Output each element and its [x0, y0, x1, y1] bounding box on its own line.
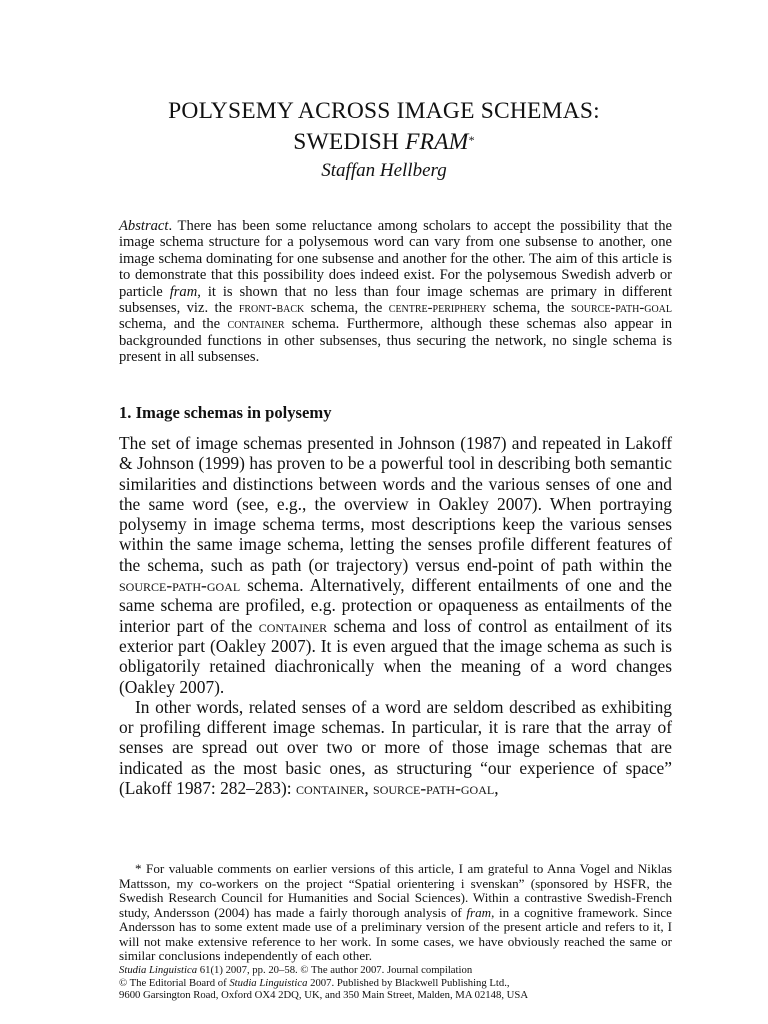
abstract-text: . There has been some reluctance among scholars to accept the possibility that the image schema structure for a polysemous word can vary from one subsense to another, one image schema dominating for one subsense and another for the other. The aim of this article is to demonstrate that this possibility does indeed exist. For the polysemous Swedish adverb or particle — [119, 218, 672, 300]
title-prefix: SWEDISH — [293, 129, 406, 155]
title-line-2 — [0, 127, 768, 158]
imprint-line-2 — [119, 977, 679, 990]
imprint-text: © The Editorial Board of — [119, 976, 230, 989]
section-heading: 1. Image schemas in polysemy — [119, 403, 332, 422]
imprint-line-3: 9600 Garsington Road, Oxford OX4 2DQ, UK, and 350 Main Street, Malden, MA 02148, USA — [119, 989, 529, 1001]
schema-term: container — [258, 615, 328, 636]
abstract-label: Abstract — [119, 218, 169, 234]
footnote-text: For valuable comments on earlier versions of this article, I am grateful to Anna Vogel and Niklas Mattsson, my co-workers on the project “Spatial orientering i svenskan” (sponsored by HSFR, the Swedish Research Council for Humanities and Social Sciences). Within a contrastive Swedish-French study, Andersson (2004) has made a fairly thorough analysis of — [119, 861, 672, 920]
paragraph-text: In other words, related senses of a word are seldom described as exhibiting or profiling different image schemas. In particular, it is rare that the array of senses are spread out over two or more of those image schemas that are indicated as the most basic ones, as structuring “our experience of space” (Lakoff 1987: 282–283): — [119, 696, 672, 799]
footnote-text: , in a cognitive framework. Since Andersson has to some extent made use of a preliminary version of the present article and refers to it, I will not make extensive reference to her work. In some cases, we have obviously reached the same or similar conclusions independently of each other. — [119, 904, 672, 964]
abstract-text: schema, the — [486, 300, 571, 317]
footnote — [119, 862, 672, 964]
title-line-1: POLYSEMY ACROSS IMAGE SCHEMAS: — [168, 98, 600, 124]
title-term-fram: FRAM — [405, 129, 469, 155]
footnote-mark: * — [135, 861, 142, 876]
paragraph-text: schema. Alternatively, different entailments of one and the same schema are profiled, e.g. protection or opaqueness as entailments of the interior part of the — [119, 575, 672, 636]
schema-term: container — [227, 316, 285, 333]
author-name: Staffan Hellberg — [321, 160, 447, 181]
paragraph-text: , — [364, 778, 374, 799]
abstract-term: fram — [169, 283, 198, 300]
imprint-text: 2007. Published by Blackwell Publishing Ltd., — [307, 976, 510, 989]
publication-imprint — [119, 964, 679, 1002]
abstract-text: , it is shown that no less than four image schemas are primary in different subsenses, viz. the — [119, 283, 673, 317]
paragraph-text: The set of image schemas presented in Johnson (1987) and repeated in Lakoff & Johnson (1999) has proven to be a powerful tool in describing both semantic similarities and distinctions between words and the various senses of one and the same word (see, e.g., the overview in Oakley 2007). When portraying polysemy in image schema terms, most descriptions keep the various senses within the same image schema, letting the senses profile different features of the schema, such as path (or trajectory) versus end-point of path within the — [119, 433, 672, 575]
abstract-text: schema. Furthermore, although these schemas also appear in backgrounded functions in other subsenses, thus securing the network, no single schema is present in all subsenses. — [119, 316, 672, 366]
imprint-line-1 — [119, 964, 679, 977]
paragraph-1 — [119, 433, 672, 697]
abstract-text: schema, the — [304, 300, 389, 317]
schema-term: centre-periphery — [388, 300, 487, 317]
schema-term: container — [295, 778, 365, 799]
title-footnote-mark: * — [468, 133, 475, 147]
footnote-term: fram — [466, 904, 492, 920]
schema-term: source-path-goal — [570, 300, 673, 317]
paragraph-text: , — [494, 778, 499, 799]
journal-name: Studia Linguistica — [229, 976, 308, 989]
paragraph-text: schema and loss of control as entailment of its exterior part (Oakley 2007). It is even argued that the image schema as such is obligatorily retained diachronically when the meaning of a word changes (Oakley 2007). — [119, 615, 672, 697]
article-title — [0, 96, 768, 158]
schema-term: front-back — [238, 300, 305, 317]
schema-term: source-path-goal — [119, 575, 241, 596]
abstract-text: schema, and the — [119, 316, 228, 333]
paragraph-2 — [119, 697, 672, 798]
section-body — [119, 433, 672, 798]
abstract — [119, 218, 672, 366]
imprint-text: 61(1) 2007, pp. 20–58. © The author 2007. Journal compilation — [197, 964, 473, 976]
journal-name: Studia Linguistica — [119, 964, 198, 976]
schema-term: source-path-goal — [373, 778, 495, 799]
